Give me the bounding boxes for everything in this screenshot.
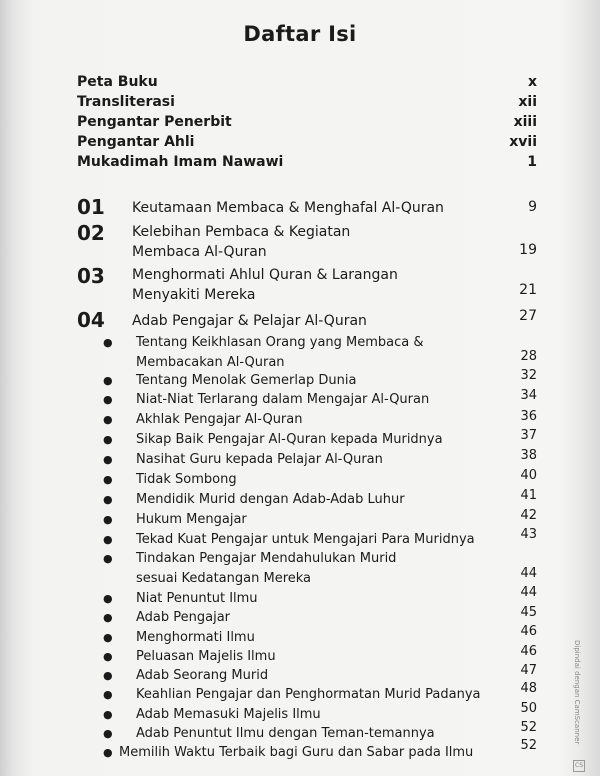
scanner-watermark: Dipindai dengan CamScanner (573, 640, 581, 745)
toc-front-page: x (527, 74, 537, 90)
subsection-title: Tentang Keikhlasan Orang yang Membaca & (136, 335, 424, 350)
chapter-title-line2: Membaca Al-Quran (132, 244, 267, 260)
toc-front-item[interactable] (77, 134, 537, 150)
bullet-icon: ● (103, 708, 113, 721)
subsection-title: Tidak Sombong (136, 472, 237, 487)
subsection-page: 46 (520, 644, 537, 659)
chapter-title: Kelebihan Pembaca & Kegiatan (132, 224, 351, 240)
chapter-number: 01 (77, 195, 105, 219)
subsection-page: 41 (520, 488, 537, 503)
subsection-page: 32 (520, 368, 537, 383)
subsection-title: Memilih Waktu Terbaik bagi Guru dan Sabar pada Ilmu (119, 745, 474, 760)
subsection-title: Mendidik Murid dengan Adab-Adab Luhur (136, 492, 405, 507)
chapter-page: 9 (528, 199, 537, 215)
subsection-page: 40 (520, 468, 537, 483)
subsection-title: Peluasan Majelis Ilmu (136, 649, 276, 664)
bullet-icon: ● (103, 669, 113, 682)
subsection-title: Nasihat Guru kepada Pelajar Al-Quran (136, 452, 383, 467)
subsection-title: Hukum Mengajar (136, 512, 247, 527)
subsection-page: 36 (520, 409, 537, 424)
toc-front-label: Peta Buku (77, 74, 158, 90)
toc-front-item[interactable] (77, 154, 537, 170)
subsection-page: 37 (520, 428, 537, 443)
bullet-icon: ● (103, 473, 113, 486)
toc-front-page: xii (518, 94, 537, 110)
chapter-title: Menghormati Ahlul Quran & Larangan (132, 267, 398, 283)
subsection-page: 50 (520, 701, 537, 716)
toc-front-label: Mukadimah Imam Nawawi (77, 154, 284, 170)
chapter-title: Adab Pengajar & Pelajar Al-Quran (132, 313, 367, 329)
subsection-page: 43 (520, 527, 537, 542)
bullet-icon: ● (103, 413, 113, 426)
chapter-page: 19 (519, 242, 537, 258)
toc-front-label: Transliterasi (77, 94, 175, 110)
bullet-icon: ● (103, 493, 113, 506)
toc-front-item[interactable] (77, 74, 537, 90)
subsection-page: 46 (520, 624, 537, 639)
subsection-title: Niat-Niat Terlarang dalam Mengajar Al-Quran (136, 392, 430, 407)
toc-front-page: 1 (527, 154, 537, 170)
toc-front-page: xvii (509, 134, 537, 150)
chapter-number: 03 (77, 264, 105, 288)
bullet-icon: ● (103, 631, 113, 644)
bullet-icon: ● (103, 453, 113, 466)
subsection-title: Sikap Baik Pengajar Al-Quran kepada Muridnya (136, 432, 443, 447)
bullet-icon: ● (103, 433, 113, 446)
toc-front-label: Pengantar Ahli (77, 134, 195, 150)
chapter-number: 02 (77, 221, 105, 245)
subsection-title: Adab Memasuki Majelis Ilmu (136, 707, 321, 722)
bullet-icon: ● (103, 688, 113, 701)
bullet-icon: ● (103, 336, 113, 349)
chapter-title: Keutamaan Membaca & Menghafal Al-Quran (132, 200, 444, 216)
subsection-title: Adab Penuntut Ilmu dengan Teman-temannya (136, 726, 435, 741)
subsection-title: Tekad Kuat Pengajar untuk Mengajari Para Muridnya (136, 532, 475, 547)
page-title: Daftar Isi (243, 22, 357, 46)
subsection-title-line2: sesuai Kedatangan Mereka (136, 571, 312, 586)
subsection-page: 34 (520, 388, 537, 403)
bullet-icon: ● (103, 533, 113, 546)
toc-front-label: Pengantar Penerbit (77, 114, 232, 130)
toc-front-item[interactable] (77, 94, 537, 110)
subsection-page: 47 (520, 663, 537, 678)
subsection-page: 44 (520, 566, 537, 581)
subsection-page: 48 (520, 681, 537, 696)
subsection-page: 52 (520, 720, 537, 735)
toc-front-page: xiii (513, 114, 537, 130)
bullet-icon: ● (103, 611, 113, 624)
subsection-title: Keahlian Pengajar dan Penghormatan Murid Padanya (136, 687, 481, 702)
toc-front-item[interactable] (77, 114, 537, 130)
subsection-page: 28 (520, 349, 537, 364)
subsection-title: Adab Seorang Murid (136, 668, 269, 683)
subsection-page: 38 (520, 448, 537, 463)
subsection-title: Niat Penuntut Ilmu (136, 591, 258, 606)
bullet-icon: ● (103, 552, 113, 565)
bullet-icon: ● (103, 746, 113, 759)
chapter-page: 21 (519, 282, 537, 298)
bullet-icon: ● (103, 592, 113, 605)
subsection-page: 44 (520, 585, 537, 600)
chapter-page: 27 (519, 308, 537, 324)
chapter-title-line2: Menyakiti Mereka (132, 287, 256, 303)
subsection-page: 42 (520, 508, 537, 523)
subsection-title: Tindakan Pengajar Mendahulukan Murid (136, 551, 397, 566)
scanner-logo-icon: CS (573, 760, 585, 772)
bullet-icon: ● (103, 374, 113, 387)
bullet-icon: ● (103, 513, 113, 526)
subsection-title: Tentang Menolak Gemerlap Dunia (136, 373, 357, 388)
bullet-icon: ● (103, 650, 113, 663)
subsection-title: Menghormati Ilmu (136, 630, 255, 645)
chapter-number: 04 (77, 308, 105, 332)
bullet-icon: ● (103, 727, 113, 740)
subsection-page: 45 (520, 605, 537, 620)
subsection-title: Adab Pengajar (136, 610, 231, 625)
subsection-title-line2: Membacakan Al-Quran (136, 355, 285, 370)
subsection-title: Akhlak Pengajar Al-Quran (136, 412, 303, 427)
subsection-page: 52 (520, 738, 537, 753)
bullet-icon: ● (103, 393, 113, 406)
